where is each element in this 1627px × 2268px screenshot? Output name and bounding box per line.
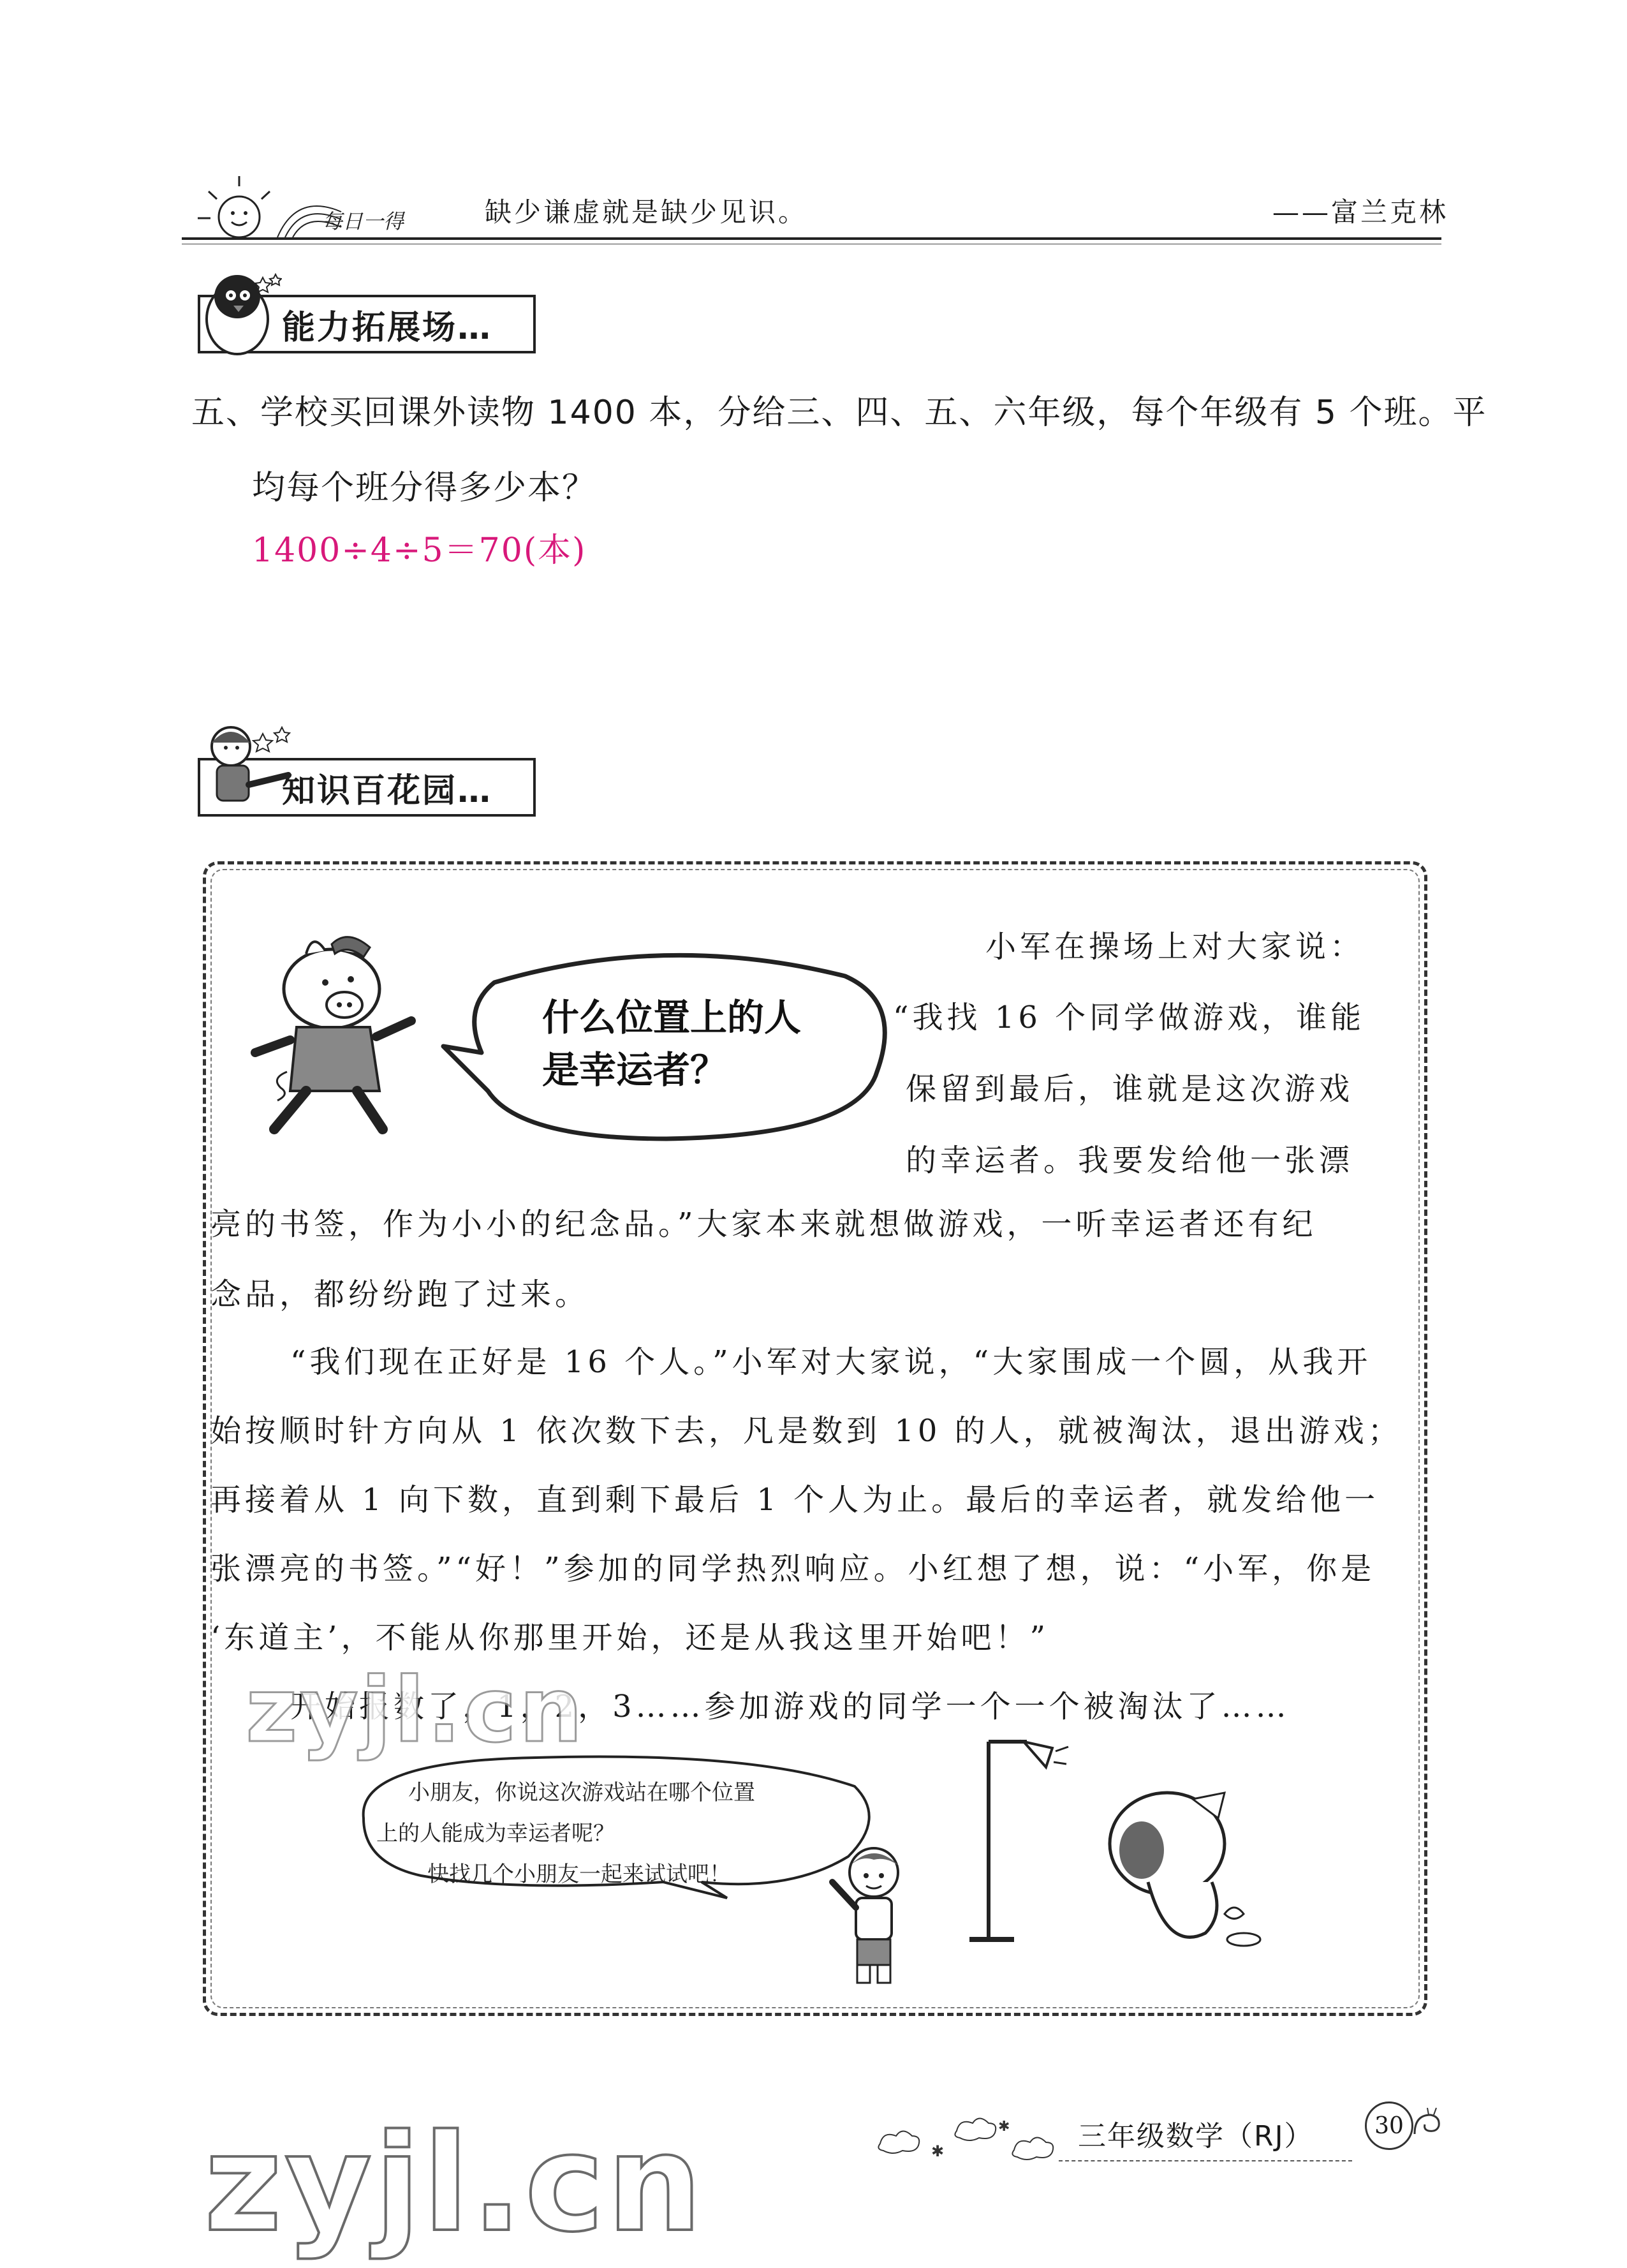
section-title-extension: 能力拓展场… <box>198 295 536 353</box>
lamp-and-bear-icon <box>957 1723 1314 1971</box>
svg-text:✱: ✱ <box>998 2119 1010 2135</box>
problem-line-2: 均每个班分得多少本？ <box>252 469 597 507</box>
story-line: 的幸运者。我要发给他一张漂 <box>906 1143 1354 1178</box>
snail-icon <box>1408 2105 1447 2144</box>
cloud-star-decoration <box>867 2105 1078 2169</box>
story-line: 念品，都纷纷跑了过来。 <box>210 1277 590 1312</box>
story-line: 再接着从 1 向下数，直到剩下最后 1 个人为止。最后的幸运者，就发给他一 <box>210 1482 1380 1518</box>
bubble-line-2: 是幸运者？ <box>542 1048 728 1092</box>
problem-line-1: 五、学校买回课外读物 1400 本，分给三、四、五、六年级，每个年级有 5 个班。平 <box>191 394 1487 432</box>
daily-tag: 每日一得 <box>322 209 404 233</box>
hint-line-3: 快找几个小朋友一起来试试吧！ <box>427 1862 731 1887</box>
footer-grade-subject: 三年级数学（RJ） <box>1078 2120 1314 2153</box>
story-line: 保留到最后，谁就是这次游戏 <box>906 1071 1354 1107</box>
watermark-text-large: zyjl.cn <box>204 2105 705 2262</box>
pig-running-icon <box>236 919 427 1148</box>
story-line: 开始报数了，1，2，3……参加游戏的同学一个一个被淘汰了…… <box>290 1689 1290 1724</box>
section-title-knowledge: 知识百花园… <box>198 758 536 817</box>
story-line: 张漂亮的书签。”“好！”参加的同学热烈响应。小红想了想，说：“小军，你是 <box>210 1551 1376 1587</box>
motto-text: 缺少谦虚就是缺少见识。 <box>485 196 808 228</box>
story-line: “我们现在正好是 16 个人。”小军对大家说，“大家围成一个圆，从我开 <box>290 1344 1372 1380</box>
story-line: 亮的书签，作为小小的纪念品。”大家本来就想做游戏，一听幸运者还有纪 <box>210 1206 1317 1242</box>
header-divider <box>182 237 1441 240</box>
bubble-line-1: 什么位置上的人 <box>542 996 802 1039</box>
svg-text:✱: ✱ <box>931 2142 945 2160</box>
story-line: 小军在操场上对大家说： <box>985 929 1365 965</box>
watermark-text: zyjl.cn <box>246 1659 585 1763</box>
penguin-mascot-icon <box>193 258 282 360</box>
story-line: ‘东道主’，不能从你那里开始，还是从我这里开始吧！” <box>210 1620 1050 1656</box>
story-line: “我找 16 个同学做游戏，谁能 <box>893 1000 1366 1035</box>
boy-waving-icon <box>810 1837 938 1990</box>
hint-line-1: 小朋友，你说这次游戏站在哪个位置 <box>408 1780 755 1805</box>
footer-divider <box>1059 2160 1352 2161</box>
hint-line-2: 上的人能成为幸运者呢？ <box>376 1821 615 1846</box>
kicking-girl-mascot-icon <box>193 715 307 823</box>
page-number: 30 <box>1365 2101 1413 2150</box>
motto-author: ——富兰克林 <box>1272 196 1449 228</box>
answer-text: 1400÷4÷5＝70(本) <box>252 531 587 570</box>
story-line: 始按顺时针方向从 1 依次数下去，凡是数到 10 的人，就被淘汰，退出游戏； <box>210 1413 1402 1449</box>
